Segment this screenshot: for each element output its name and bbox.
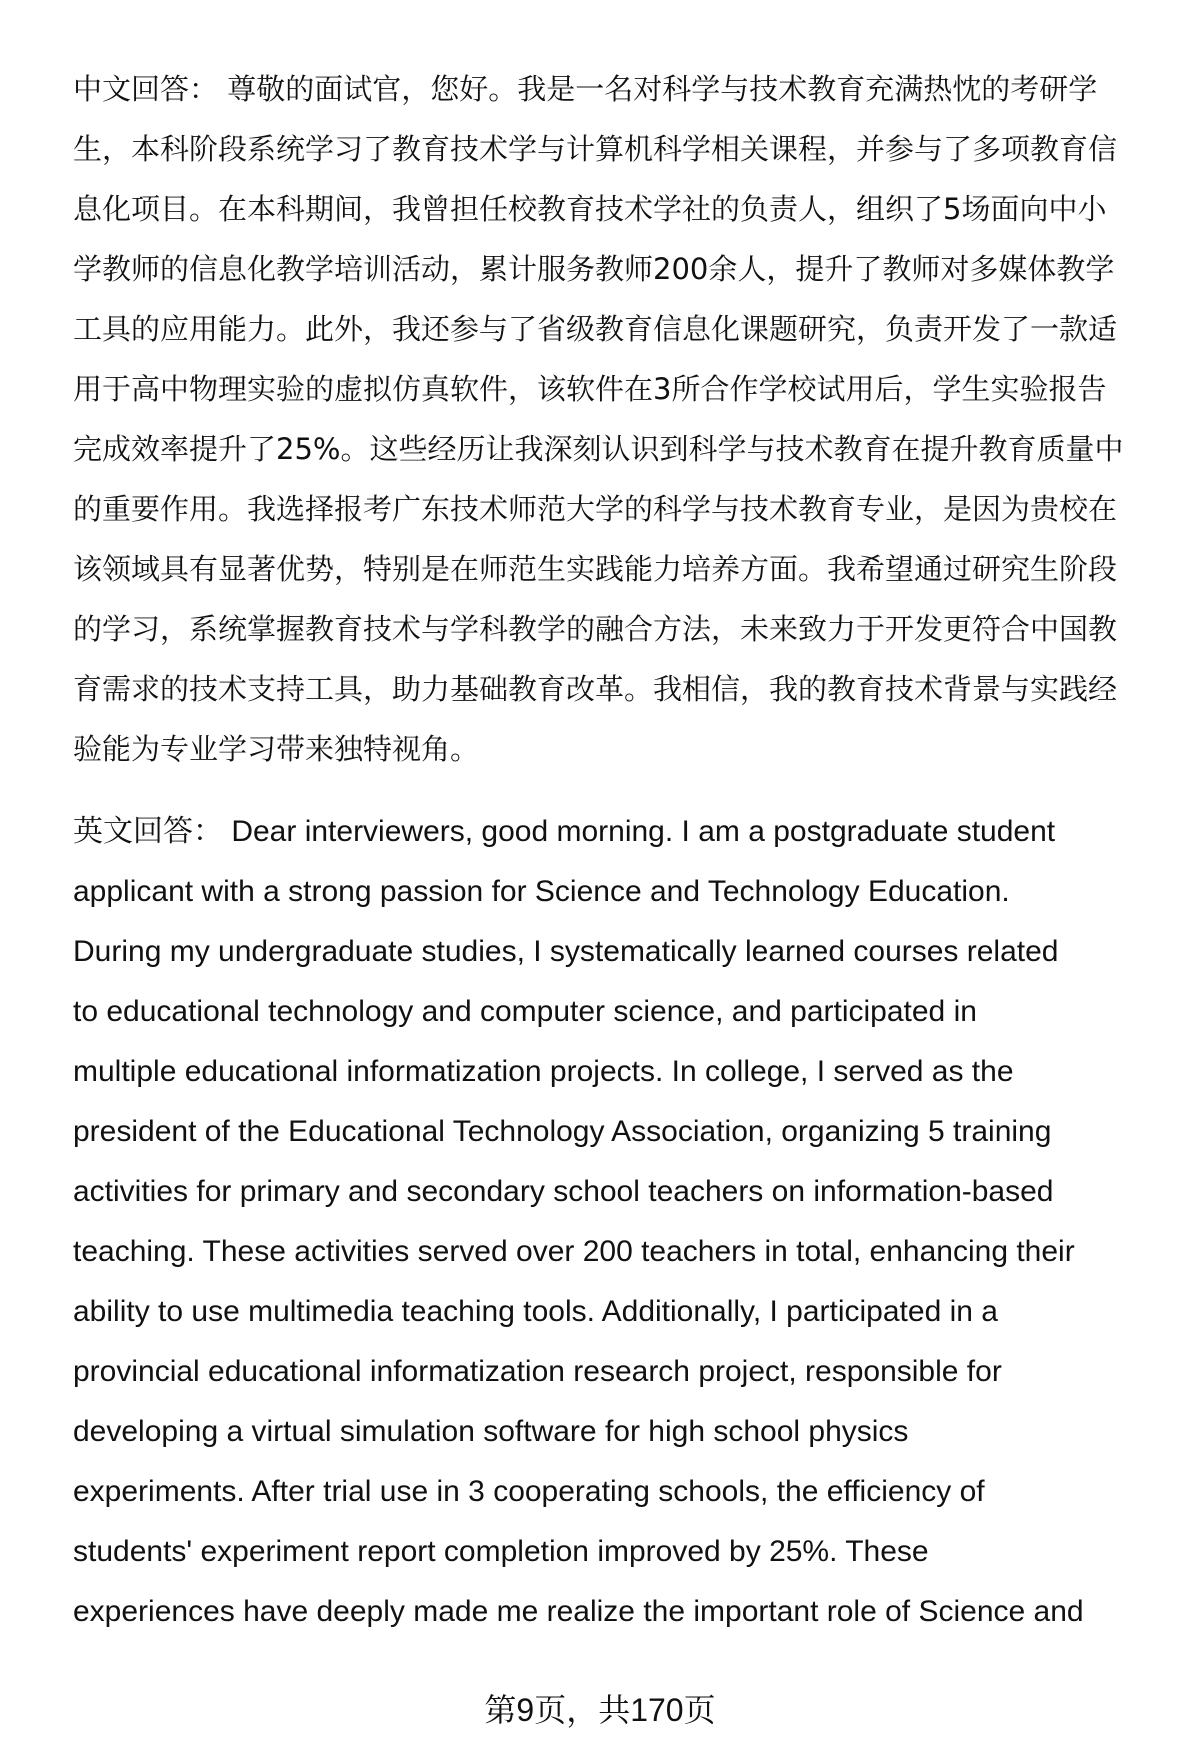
text-line: teaching. These activities served over 200 teachers in total, enhancing their — [73, 1235, 1075, 1268]
text-line: 用于高中物理实验的虚拟仿真软件，该软件在3所合作学校试用后，学生实验报告 — [73, 372, 1107, 406]
text-line: applicant with a strong passion for Science and Technology Education. — [73, 875, 1010, 908]
text-line: 育需求的技术支持工具，助力基础教育改革。我相信，我的教育技术背景与实践经 — [73, 672, 1118, 706]
text-line: During my undergraduate studies, I systematically learned courses related — [73, 935, 1059, 968]
english-answer — [73, 802, 1153, 1642]
text-line: 中文回答： 尊敬的面试官，您好。我是一名对科学与技术教育充满热忱的考研学 — [73, 72, 1098, 106]
text-line: 工具的应用能力。此外，我还参与了省级教育信息化课题研究，负责开发了一款适 — [73, 312, 1118, 346]
text-line: 的学习，系统掌握教育技术与学科教学的融合方法，未来致力于开发更符合中国教 — [73, 612, 1118, 646]
text-line: activities for primary and secondary school teachers on information-based — [73, 1175, 1054, 1208]
text-line: provincial educational informatization research project, responsible for — [73, 1355, 1002, 1388]
text-line: 生，本科阶段系统学习了教育技术学与计算机科学相关课程，并参与了多项教育信 — [73, 132, 1118, 166]
text-line: multiple educational informatization projects. In college, I served as the — [73, 1055, 1014, 1088]
text-line: 的重要作用。我选择报考广东技术师范大学的科学与技术教育专业，是因为贵校在 — [73, 492, 1118, 526]
text-line: 学教师的信息化教学培训活动，累计服务教师200余人，提升了教师对多媒体教学 — [73, 252, 1115, 286]
text-line: to educational technology and computer science, and participated in — [73, 995, 977, 1028]
text-line: experiences have deeply made me realize the important role of Science and — [73, 1595, 1084, 1628]
text-line: 验能为专业学习带来独特视角。 — [73, 732, 480, 766]
text-line: experiments. After trial use in 3 cooperating schools, the efficiency of — [73, 1475, 985, 1508]
text-line: students' experiment report completion improved by 25%. These — [73, 1535, 929, 1568]
text-line: 完成效率提升了25%。这些经历让我深刻认识到科学与技术教育在提升教育质量中 — [73, 432, 1124, 466]
text-line: president of the Educational Technology Association, organizing 5 training — [73, 1115, 1052, 1148]
text-line: developing a virtual simulation software for high school physics — [73, 1415, 909, 1448]
chinese-answer — [73, 59, 1153, 779]
text-line: 息化项目。在本科期间，我曾担任校教育技术学社的负责人，组织了5场面向中小 — [73, 192, 1107, 226]
page-number: 第9页，共170页 — [484, 1692, 716, 1728]
text-line: 该领域具有显著优势，特别是在师范生实践能力培养方面。我希望通过研究生阶段 — [73, 552, 1118, 586]
text-line: 英文回答： Dear interviewers, good morning. I am a postgraduate student — [73, 815, 1056, 848]
text-line: ability to use multimedia teaching tools. Additionally, I participated in a — [73, 1295, 998, 1328]
